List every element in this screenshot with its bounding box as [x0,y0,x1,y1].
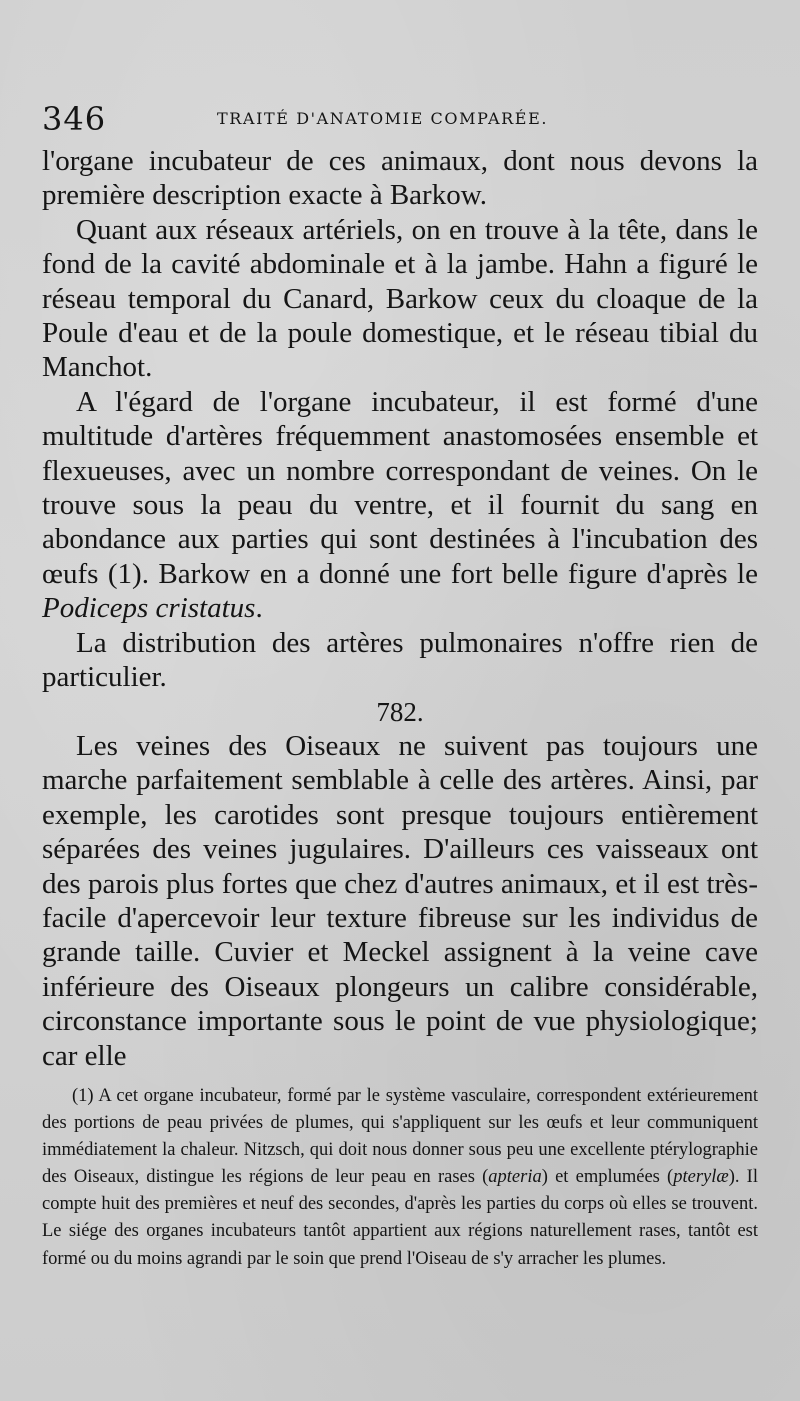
paragraph-4: La distribution des artères pulmonaires n'offre rien de particulier. [42,626,758,694]
paragraph-3-text: A l'égard de l'organe incubateur, il est formé d'une multitude d'artères fréquemment anastomosées ensemble et flexueuses, avec un nombre correspondant de veines. On le trouve sous la peau du ventre, et il fournit du sang en abondance aux parties qui sont destinées à l'incubation des œufs (1). Barkow en a donné une fort belle figure d'après le [42,385,758,590]
main-text [42,144,758,1073]
paragraph-3-end: . [255,592,263,625]
footnote-block [42,1083,758,1273]
section-number: 782. [376,696,424,727]
running-title: TRAITÉ D'ANATOMIE COMPARÉE. [217,109,549,128]
footnote-text-end: ). Il compte huit des premières et neuf des secondes, d'après les parties du corps où elles se trouvent. Le siége des organes incubateurs tantôt appartient aux régions naturellement rases, tantôt est formé ou du moins agrandi par le soin que prend l'Oiseau de s'y arracher les plumes. [42,1167,758,1269]
page-header [42,96,758,142]
paragraph-5: Les veines des Oiseaux ne suivent pas toujours une marche parfaitement semblable à celle des artères. Ainsi, par exemple, les carotides sont presque toujours entièrement séparées des veines jugulaires. D'ailleurs ces vaisseaux ont des parois plus fortes que chez d'autres animaux, et il est très-facile d'apercevoir leur texture fibreuse sur les individus de grande taille. Cuvier et Meckel assignent à la veine cave inférieure des Oiseaux plongeurs un calibre considérable, circonstance importante sous le point de vue physiologique; car elle [42,729,758,1072]
footnote-text-middle: ) et emplumées ( [541,1167,674,1188]
footnote-1 [42,1083,758,1273]
footnote-term-pterylae: pterylæ [673,1167,729,1188]
paragraph-1: l'organe incubateur de ces animaux, dont nous devons la première description exacte à Barkow. [42,145,758,212]
paragraph-2: Quant aux réseaux artériels, on en trouve à la tête, dans le fond de la cavité abdominale et à la jambe. Hahn a figuré le réseau temporal du Canard, Barkow ceux du cloaque de la Poule d'eau et de la poule domestique, et le réseau tibial du Manchot. [42,213,758,384]
species-name: Podiceps cristatus [42,592,256,625]
paragraph-3 [42,385,758,626]
footnote-text-start: (1) A cet organe incubateur, formé par le système vasculaire, correspondent extérieurement des portions de peau privées de plumes, qui s'appliquent sur les œufs et leur communiquent immédiatement la chaleur. Nitzsch, qui doit nous donner sous peu une excellente ptérylographie des Oiseaux, distingue les régions de leur peau en rases ( [42,1086,758,1188]
footnote-term-apteria: apteria [488,1167,542,1188]
page-number: 346 [42,100,107,138]
